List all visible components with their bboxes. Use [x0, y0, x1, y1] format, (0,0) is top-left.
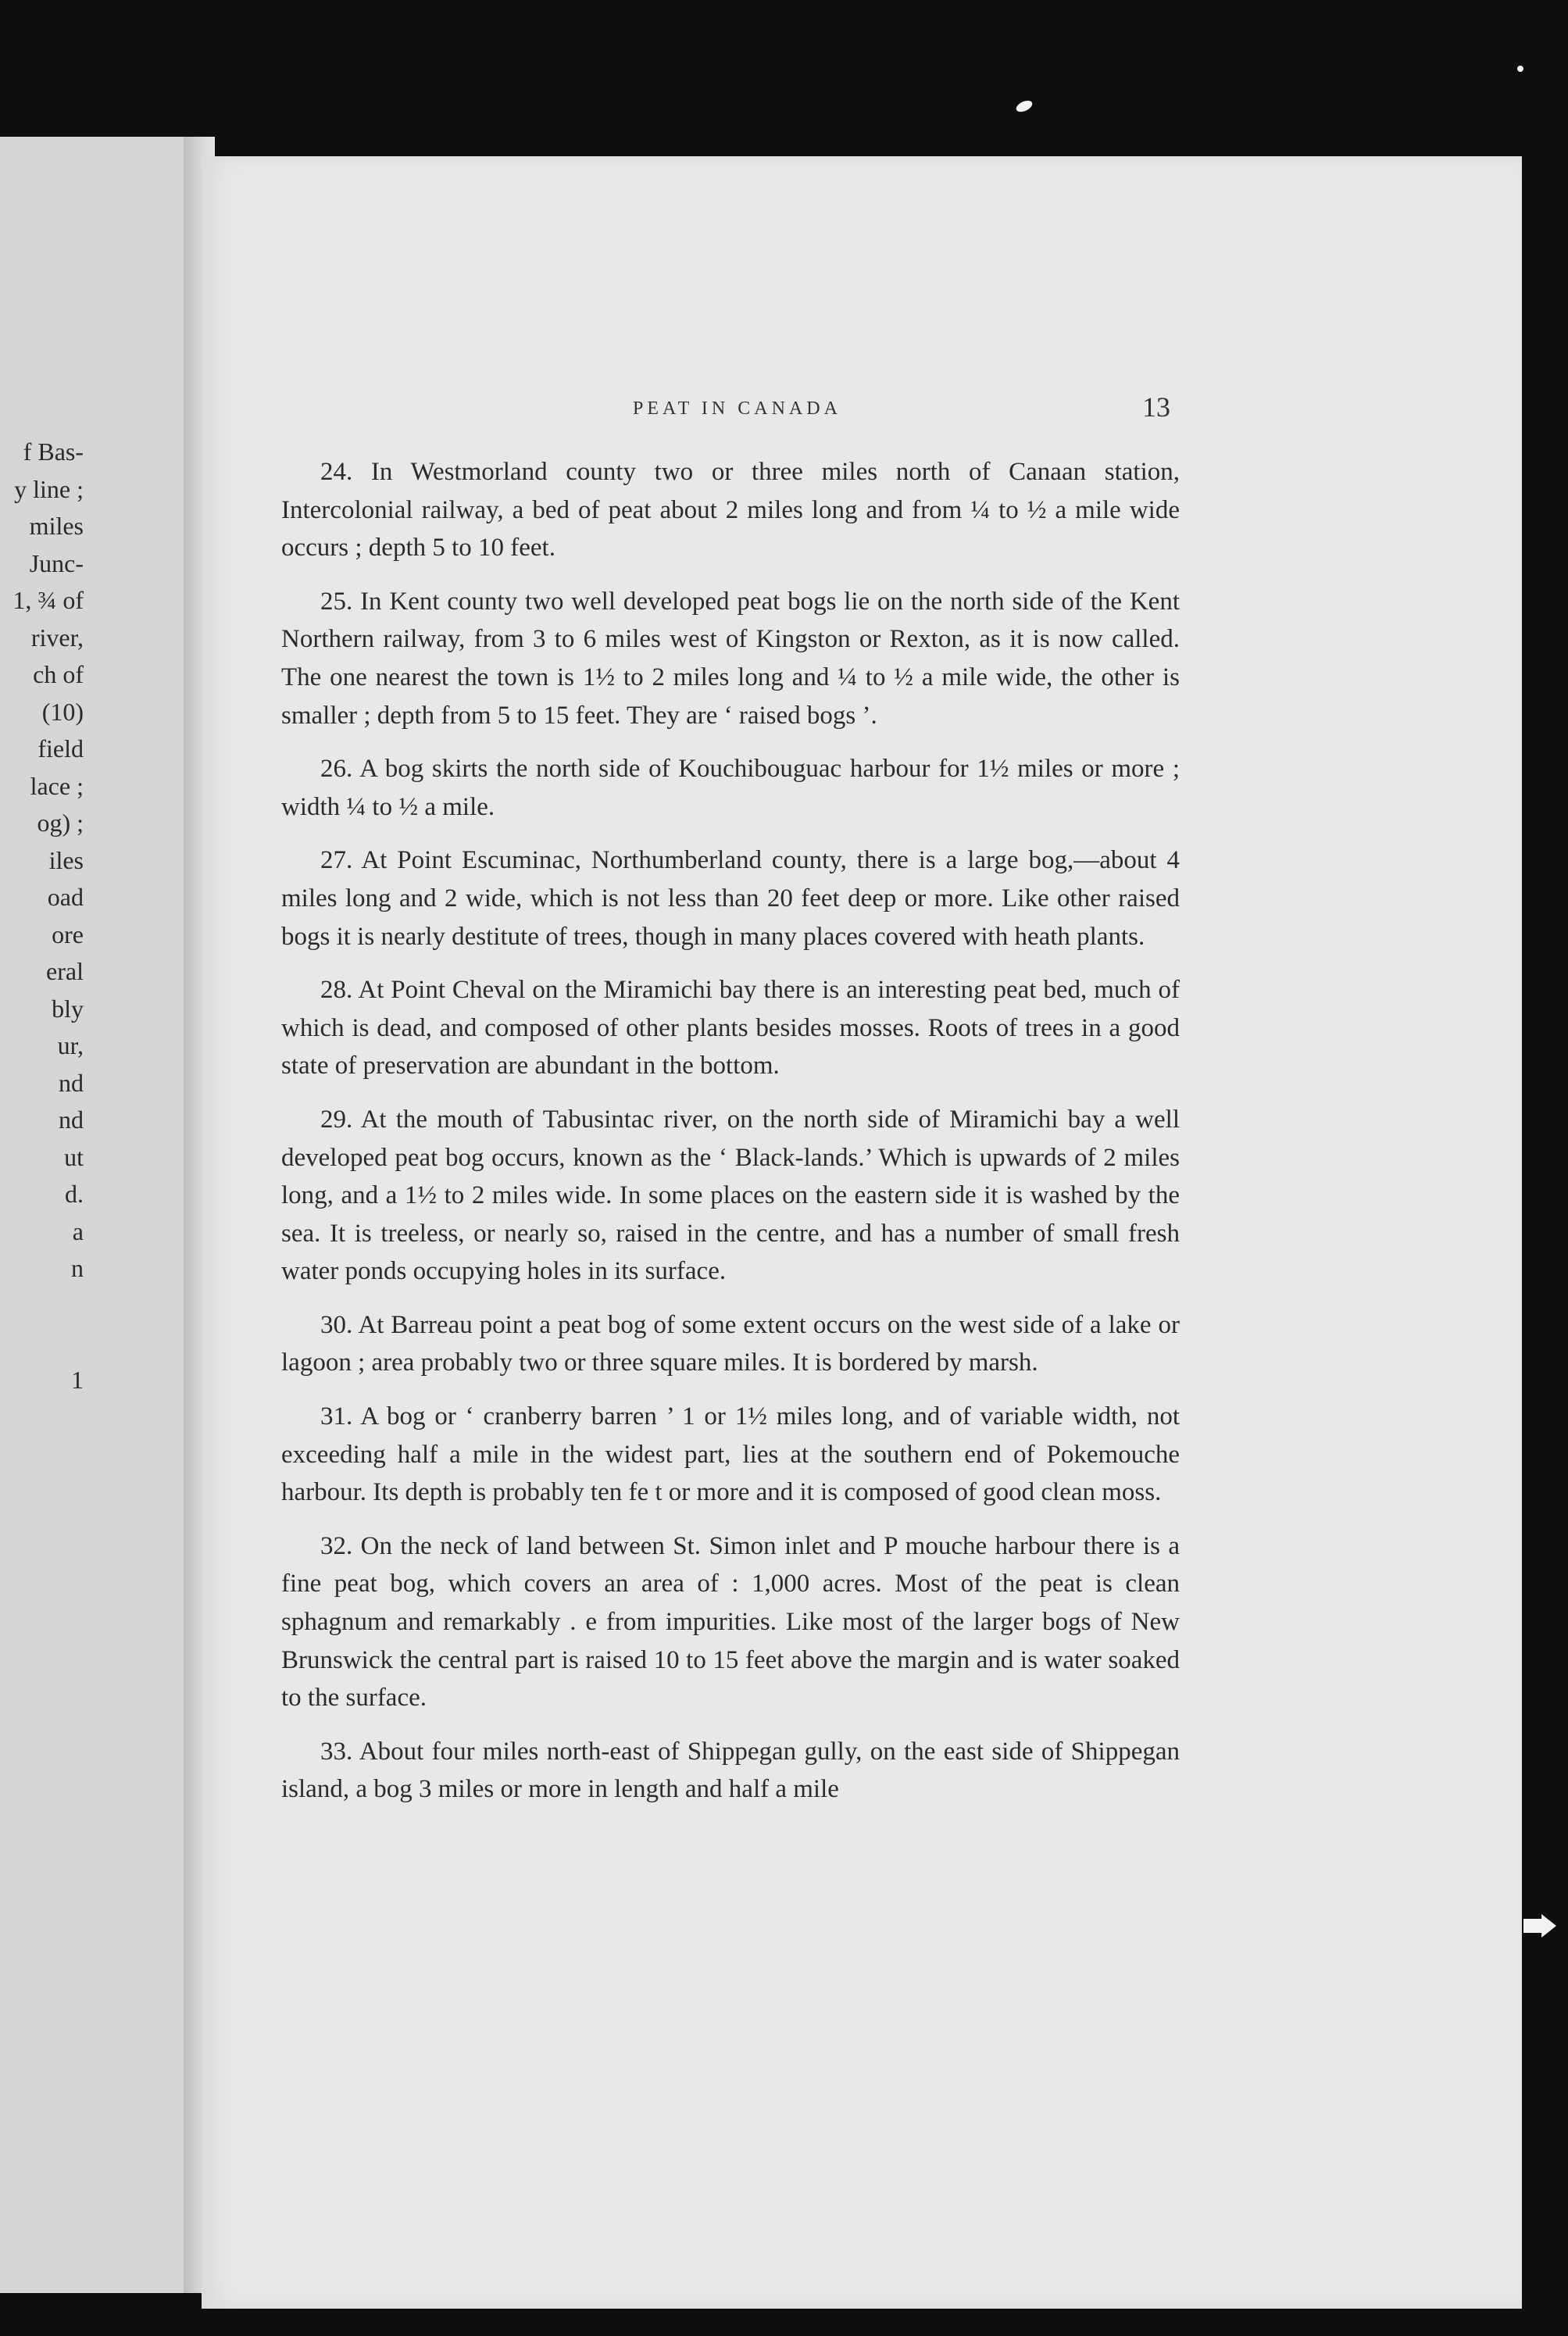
left-fragment-line: field — [38, 734, 84, 763]
left-fragment-line: iles — [48, 845, 84, 874]
left-fragment-line: ur, — [57, 1031, 84, 1059]
left-fragment-line: oad — [47, 883, 84, 911]
left-fragment-line: miles — [29, 512, 84, 540]
paragraph-31: 31. A bog or ‘ cranberry barren ’ 1 or 1½ miles long, and of variable width, not exceeding half a mile in the widest part, lies at the southern end of Pokemouche harbour. Its depth is probably ten fe t or more and it is composed of good clean moss. — [281, 1402, 1180, 1507]
left-fragment-line: f Bas- — [23, 438, 84, 466]
left-fragment-line: a — [72, 1216, 84, 1245]
scan-speck-top-right — [1517, 66, 1523, 72]
left-fragment-line: lace ; — [30, 771, 84, 800]
left-fragment-line: d. — [65, 1180, 84, 1208]
running-head: PEAT IN CANADA — [633, 398, 841, 419]
page-tab-right-edge — [1523, 1914, 1556, 1938]
paragraph-33: 33. About four miles north-east of Shippegan gully, on the east side of Shippegan island, a bog 3 miles or more in length and half a mile — [281, 1737, 1180, 1804]
left-fragment-line: nd — [59, 1105, 84, 1134]
left-fragment-line: (10) — [41, 697, 84, 726]
left-fragment-line: 1 — [71, 1365, 84, 1394]
left-fragment-line — [13, 1288, 84, 1325]
left-fragment-line: n — [71, 1254, 84, 1282]
paragraph-25: 25. In Kent county two well developed peat bogs lie on the north side of the Kent Northern railway, from 3 to 6 miles west of Kingston or Rexton, as it is now called. The one nearest the town is 1½ to 2 miles long and ¼ to ½ a mile wide, the other is smaller ; depth from 5 to 15 feet. They are ‘ raised bogs ’. — [281, 587, 1180, 730]
paragraph-28: 28. At Point Cheval on the Miramichi bay there is an interesting peat bed, much of which is dead, and composed of other plants besides mosses. Roots of trees in a good state of preservation are abundant in the bottom. — [281, 976, 1180, 1080]
left-fragment-line: og) ; — [37, 809, 84, 837]
left-fragment-line: Junc- — [29, 548, 84, 577]
page-number: 13 — [1142, 391, 1170, 423]
left-fragment-line: bly — [52, 994, 84, 1023]
left-page-text-fragment — [13, 434, 84, 1398]
left-fragment-line — [13, 1324, 84, 1362]
left-fragment-line: ut — [64, 1142, 84, 1171]
scan-speck-top — [1014, 98, 1034, 114]
left-fragment-line: river, — [30, 623, 84, 652]
paragraph-30: 30. At Barreau point a peat bog of some extent occurs on the west side of a lake or lagoon ; area probably two or three square miles. It is bordered by marsh. — [281, 1310, 1180, 1377]
left-fragment-line: ch of — [33, 660, 84, 688]
body-text — [281, 453, 1180, 1824]
paragraph-32: 32. On the neck of land between St. Simon inlet and P mouche harbour there is a fine peat bog, which covers an area of : 1,000 acres. Most of the peat is clean sphagnum and remarkably . e from impurities. Like most of the larger bogs of New Brunswick the central part is raised 10 to 15 feet above the margin and is water soaked to the surface. — [281, 1531, 1180, 1713]
paragraph-27: 27. At Point Escuminac, Northumberland county, there is a large bog,—about 4 miles long and 2 wide, which is not less than 20 feet deep or more. Like other raised bogs it is nearly destitute of trees, though in many places covered with heath plants. — [281, 846, 1180, 951]
left-fragment-line: ore — [52, 920, 84, 948]
left-fragment-line: nd — [59, 1068, 84, 1097]
paragraph-24: 24. In Westmorland county two or three miles north of Canaan station, Intercolonial railway, a bed of peat about 2 miles long and from ¼ to ½ a mile wide occurs ; depth 5 to 10 feet. — [281, 458, 1180, 563]
left-fragment-line: 1, ¾ of — [13, 586, 84, 614]
paragraph-26: 26. A bog skirts the north side of Kouchibouguac harbour for 1½ miles or more ; width ¼ to ½ a mile. — [281, 755, 1180, 821]
left-fragment-line: y line ; — [14, 474, 84, 503]
left-fragment-line: eral — [46, 957, 84, 985]
paragraph-29: 29. At the mouth of Tabusintac river, on the north side of Miramichi bay a well developed peat bog occurs, known as the ‘ Black-lands.’ Which is upwards of 2 miles long, and a 1½ to 2 miles wide. In some places on the eastern side it is washed by the sea. It is treeless, or nearly so, raised in the centre, and has a number of small fresh water ponds occupying holes in its surface. — [281, 1105, 1180, 1286]
